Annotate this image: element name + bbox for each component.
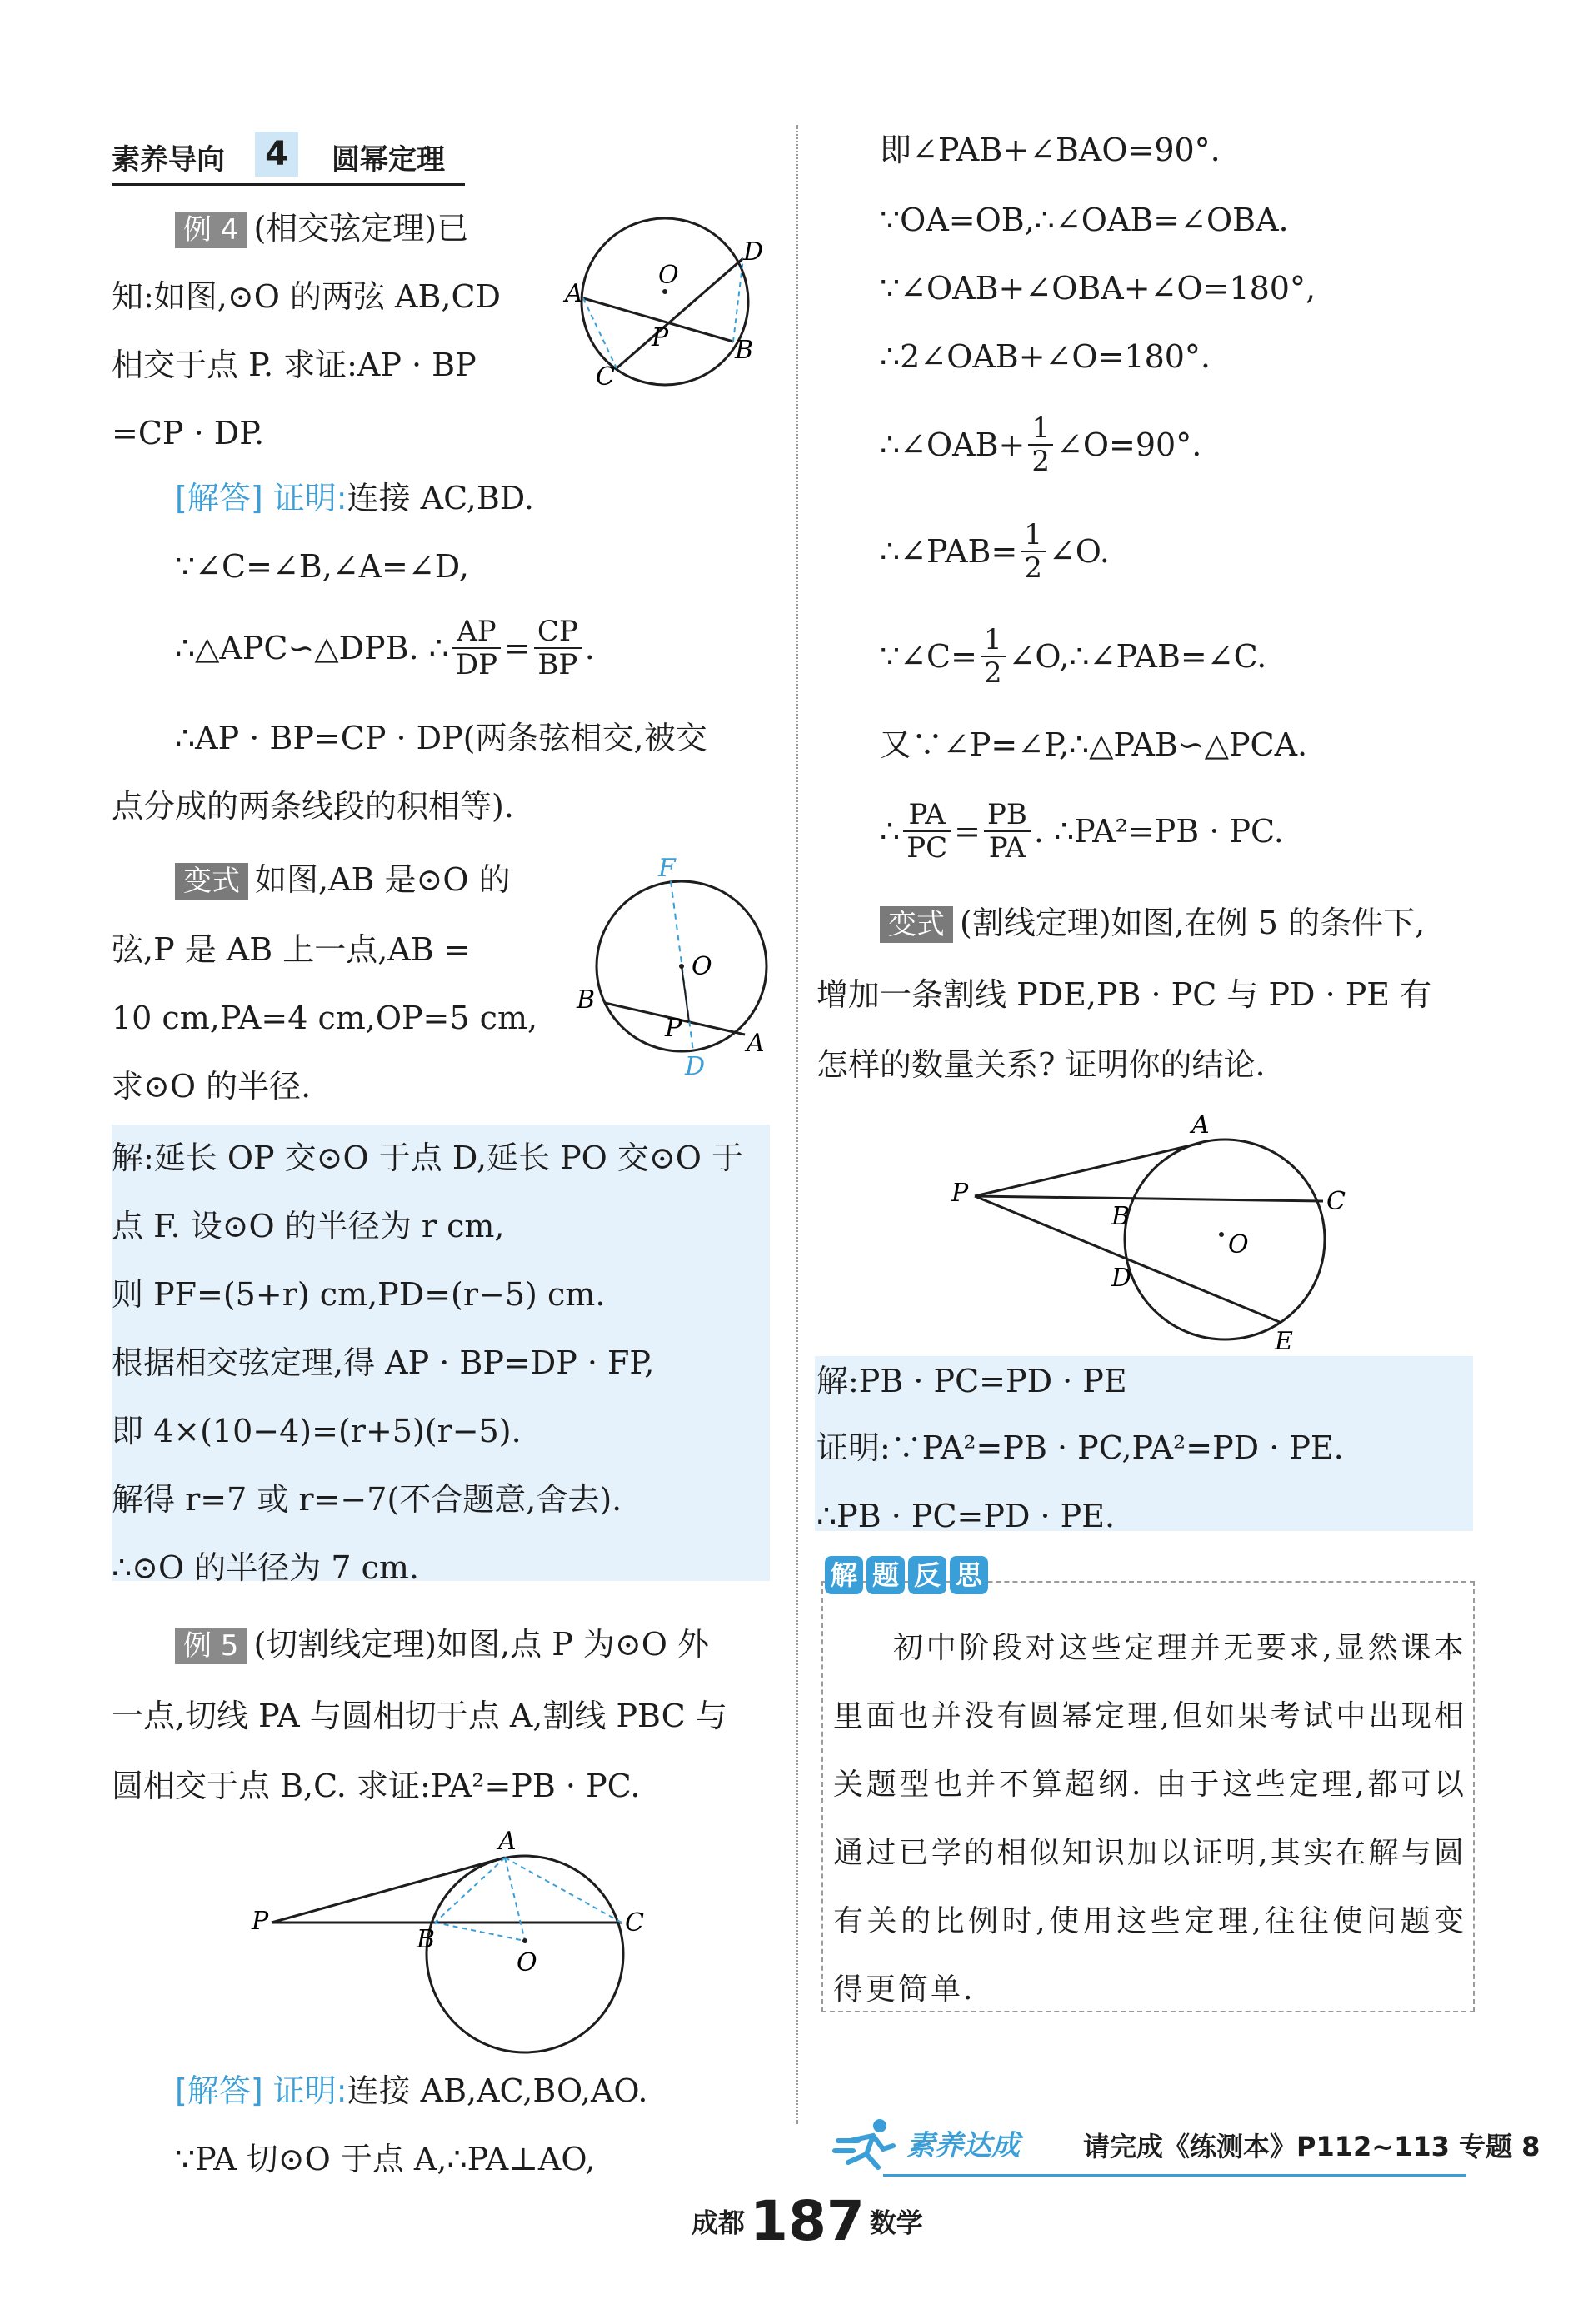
- ex5-aux-ac: [505, 1858, 622, 1923]
- reflection-badge: [825, 1556, 991, 1598]
- reflection-badge-char-4: 思: [950, 1556, 988, 1594]
- var2-center-dot: [1219, 1232, 1224, 1237]
- ex5-proof-line-1: [175, 2071, 647, 2111]
- right-line-1: 即∠PAB+∠BAO=90°.: [880, 132, 1221, 168]
- ex4-text-1: (相交弦定理)已: [253, 210, 469, 247]
- ex5-tag: 例 5: [175, 1628, 247, 1664]
- ex5-text-1: (切割线定理)如图,点 P 为⊙O 外: [253, 1626, 709, 1663]
- ex5-proof-line-2: ∵PA 切⊙O 于点 A,∴PA⊥AO,: [175, 2141, 596, 2177]
- right-frac-pb-pa: $\frac{PB}{PA}$: [984, 799, 1031, 864]
- section-header: [112, 132, 465, 186]
- var2-line-3: 怎样的数量关系? 证明你的结论.: [816, 1046, 1266, 1083]
- right-l6-half: $\frac{1}{2}$: [1021, 519, 1046, 584]
- right-line-3: ∵∠OAB+∠OBA+∠O=180°,: [880, 270, 1316, 307]
- var1-label-f: F: [658, 854, 676, 883]
- var1-sol-line-3: 则 PF=(5+r) cm,PD=(r−5) cm.: [112, 1276, 606, 1313]
- column-divider: [796, 125, 798, 2124]
- right-line-5: [880, 411, 1201, 478]
- ex5-label-b: B: [417, 1925, 436, 1954]
- var1-label-p: P: [665, 1014, 682, 1043]
- var2-text-1: (割线定理)如图,在例 5 的条件下,: [960, 905, 1426, 941]
- footer-task: 请完成《练测本》P112~113 专题 8: [1083, 2131, 1541, 2162]
- ex4-line-1: [175, 208, 468, 248]
- reflection-badge-char-2: 题: [866, 1556, 905, 1594]
- ex5-label-o: O: [517, 1948, 537, 1977]
- ex5-line-1: [175, 1624, 709, 1664]
- ex4-frac-cp-bp: $\frac{CP}{BP}$: [534, 616, 582, 681]
- ex4-line-4: =CP · DP.: [112, 415, 265, 451]
- var2-label-e: E: [1275, 1327, 1293, 1356]
- right-line-9: [880, 798, 1284, 865]
- ex4-proof-line-1: [175, 478, 534, 518]
- reflection-badge-char-3: 反: [908, 1556, 946, 1594]
- ex4-proof-line-3: [175, 615, 595, 681]
- right-line-4: ∴2∠OAB+∠O=180°.: [880, 338, 1211, 375]
- ex5-label-a: A: [498, 1827, 517, 1856]
- ex4-line-3: 相交于点 P. 求证:AP · BP: [112, 347, 477, 383]
- right-l5-half: $\frac{1}{2}$: [1028, 412, 1053, 477]
- page-subject: 数学: [869, 2207, 923, 2239]
- right-line-7: [880, 623, 1266, 690]
- ex4-label-d: D: [743, 237, 764, 267]
- ex5-center-dot: [522, 1938, 527, 1943]
- ex4-proof-line-5: 点分成的两条线段的积相等).: [112, 788, 514, 825]
- var1-center-dot: [679, 964, 684, 969]
- var1-figure: [567, 851, 783, 1093]
- right-l6-pre: ∴∠PAB=: [880, 533, 1018, 570]
- ex4-proof-first: 连接 AC,BD.: [347, 480, 535, 516]
- page-city: 成都: [692, 2207, 746, 2239]
- ex5-aux-bo: [435, 1923, 525, 1941]
- section-header-number: 4: [255, 132, 298, 177]
- ex4-frac-ap-dp: $\frac{AP}{DP}$: [452, 616, 501, 681]
- right-frac-pa-pc: $\frac{PA}{PC}$: [903, 799, 951, 864]
- var2-label-c: C: [1326, 1187, 1346, 1216]
- var2-label-p: P: [951, 1179, 969, 1208]
- reflection-text: 初中阶段对这些定理并无要求,显然课本里面也并没有圆幂定理,但如果考试中出现相关题型也并不算超纲. 由于这些定理,都可以通过已学的相似知识加以证明,其实在解与圆有关的比例时,使用这些定理,往往使问题变得更简单.: [833, 1631, 1466, 2007]
- ex4-circle: [582, 218, 748, 385]
- right-l6-post: ∠O.: [1048, 533, 1110, 570]
- var2-figure: [941, 1108, 1346, 1358]
- var2-line-1: [880, 903, 1425, 943]
- ex5-label-c: C: [625, 1908, 644, 1937]
- ex4-proof-line-4: ∴AP · BP=CP · DP(两条弦相交,被交: [175, 720, 707, 756]
- ex5-answer-tag: [解答]: [175, 2072, 263, 2109]
- right-l7-half: $\frac{1}{2}$: [981, 624, 1006, 689]
- ex4-label-o: O: [658, 261, 679, 290]
- var2-line-2: 增加一条割线 PDE,PB · PC 与 PD · PE 有: [816, 976, 1432, 1013]
- var1-sol-line-1: 解:延长 OP 交⊙O 于点 D,延长 PO 交⊙O 于: [112, 1140, 743, 1176]
- ex4-label-b: B: [735, 336, 754, 365]
- var2-label-a: A: [1191, 1110, 1210, 1140]
- ex5-label-p: P: [252, 1907, 269, 1936]
- ex4-proof-line-2: ∵∠C=∠B,∠A=∠D,: [175, 548, 469, 585]
- ex5-proof-label: 证明:: [272, 2072, 347, 2109]
- ex4-tag: 例 4: [175, 212, 247, 248]
- ex5-figure: [250, 1824, 650, 2057]
- var1-label-a: A: [747, 1029, 765, 1058]
- reflection-badge-char-1: 解: [825, 1556, 863, 1594]
- right-l5-pre: ∴∠OAB+: [880, 426, 1026, 463]
- footer-label: 素养达成: [906, 2129, 1020, 2162]
- ex4-line-2: 知:如图,⊙O 的两弦 AB,CD: [112, 278, 502, 315]
- var1-line-4: 求⊙O 的半径.: [112, 1068, 312, 1105]
- var2-label-b: B: [1111, 1202, 1131, 1231]
- var2-secant-pbc: [975, 1196, 1323, 1201]
- right-l5-post: ∠O=90°.: [1056, 426, 1202, 463]
- section-header-title: 圆幂定理: [332, 143, 445, 177]
- ex5-line-3: 圆相交于点 B,C. 求证:PA²=PB · PC.: [112, 1768, 641, 1804]
- var1-line-3: 10 cm,PA=4 cm,OP=5 cm,: [112, 1000, 538, 1036]
- var2-tag: 变式: [880, 906, 953, 943]
- var1-tag: 变式: [175, 863, 248, 900]
- ex4-label-a: A: [565, 279, 583, 308]
- var2-tangent-pa: [975, 1143, 1201, 1196]
- ex4-proof-label: 证明:: [272, 480, 347, 516]
- right-l7-pre: ∵∠C=: [880, 638, 977, 675]
- ex4-frac-eq: =: [504, 630, 531, 666]
- var2-circle: [1125, 1140, 1325, 1339]
- var1-label-o: O: [692, 952, 712, 981]
- right-l7-post: ∠O,∴∠PAB=∠C.: [1008, 638, 1267, 675]
- var1-sol-line-7: ∴⊙O 的半径为 7 cm.: [112, 1549, 419, 1586]
- ex5-proof-first: 连接 AB,AC,BO,AO.: [347, 2072, 648, 2109]
- right-line-6: [880, 518, 1110, 585]
- page-number-value: 187: [750, 2189, 865, 2253]
- var1-sol-line-4: 根据相交弦定理,得 AP · BP=DP · FP,: [112, 1344, 655, 1381]
- right-line-2: ∵OA=OB,∴∠OAB=∠OBA.: [880, 202, 1289, 238]
- ex4-l3-pre: ∴△APC∽△DPB. ∴: [175, 630, 449, 666]
- var1-text-1: 如图,AB 是⊙O 的: [255, 861, 511, 898]
- ex5-line-2: 一点,切线 PA 与圆相切于点 A,割线 PBC 与: [112, 1698, 727, 1734]
- footer-line: [883, 2174, 1466, 2177]
- ex4-answer-tag: [解答]: [175, 480, 263, 516]
- right-l9-pre: ∴: [880, 813, 901, 850]
- right-line-8: 又∵∠P=∠P,∴△PAB∽△PCA.: [880, 726, 1308, 763]
- page-number: [692, 2189, 923, 2253]
- var2-sol-line-3: ∴PB · PC=PD · PE.: [816, 1498, 1116, 1534]
- ex4-l3-end: .: [584, 630, 595, 666]
- var1-op: [682, 966, 689, 1022]
- var1-line-1: [175, 860, 511, 900]
- section-header-left: 素养导向: [112, 143, 225, 177]
- var2-sol-line-2: 证明:∵PA²=PB · PC,PA²=PD · PE.: [816, 1429, 1344, 1466]
- var1-sol-line-6: 解得 r=7 或 r=−7(不合题意,舍去).: [112, 1481, 622, 1518]
- var1-sol-line-5: 即 4×(10−4)=(r+5)(r−5).: [112, 1413, 522, 1449]
- ex4-figure: [558, 208, 767, 391]
- right-frac-eq: =: [954, 813, 981, 850]
- ex4-label-p: P: [652, 323, 669, 352]
- var1-line-2: 弦,P 是 AB 上一点,AB =: [112, 931, 471, 968]
- var2-sol-line-1: 解:PB · PC=PD · PE: [816, 1363, 1127, 1399]
- ex5-aux-ao: [505, 1858, 525, 1941]
- var1-label-b: B: [577, 985, 596, 1015]
- var1-label-d: D: [685, 1052, 706, 1081]
- var2-label-o: O: [1228, 1230, 1249, 1259]
- ex4-label-c: C: [596, 362, 615, 391]
- var1-sol-line-2: 点 F. 设⊙O 的半径为 r cm,: [112, 1208, 505, 1244]
- runner-icon: [833, 2116, 900, 2174]
- right-l9-post: . ∴PA²=PB · PC.: [1033, 813, 1284, 850]
- var2-label-d: D: [1111, 1264, 1132, 1293]
